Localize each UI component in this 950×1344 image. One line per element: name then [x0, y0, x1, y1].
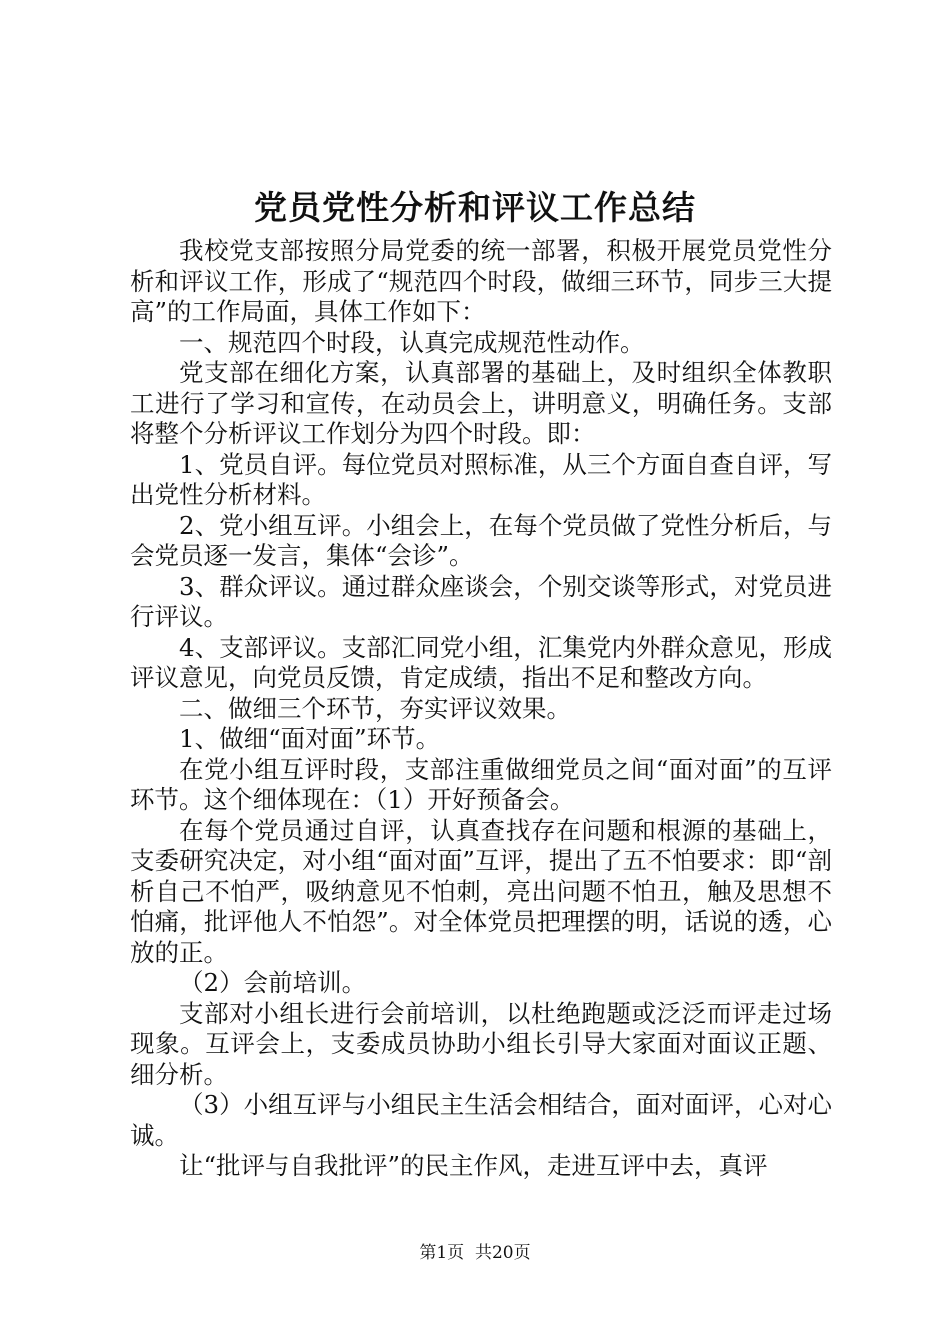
- subsection-heading: （3）小组互评与小组民主生活会相结合，面对面评，心对心诚。: [130, 1090, 832, 1150]
- subsection-heading: （2）会前培训。: [179, 968, 367, 997]
- list-item: 3、群众评议。通过群众座谈会，个别交谈等形式，对党员进行评议。: [130, 571, 832, 631]
- document-title: 党员党性分析和评议工作总结: [254, 188, 696, 227]
- subsection-heading: 1、做细“面对面”环节。: [179, 724, 441, 753]
- document-body: [130, 236, 832, 1182]
- paragraph: 支部对小组长进行会前培训，以杜绝跑题或泛泛而评走过场现象。互评会上，支委成员协助小组长引导大家面对面议正题、细分析。: [130, 998, 832, 1089]
- paragraph: 在党小组互评时段，支部注重做细党员之间“面对面”的互评环节。这个细体现在：（1）开好预备会。: [130, 754, 832, 814]
- list-item: 4、支部评议。支部汇同党小组，汇集党内外群众意见，形成评议意见，向党员反馈，肯定成绩，指出不足和整改方向。: [130, 632, 832, 692]
- paragraph: 让“批评与自我批评”的民主作风，走进互评中去，真评: [179, 1151, 768, 1180]
- paragraph: 我校党支部按照分局党委的统一部署，积极开展党员党性分析和评议工作，形成了“规范四个时段，做细三环节，同步三大提高”的工作局面，具体工作如下：: [130, 236, 832, 326]
- section-heading: 一、规范四个时段，认真完成规范性动作。: [179, 327, 645, 357]
- list-item: 1、党员自评。每位党员对照标准，从三个方面自查自评，写出党性分析材料。: [130, 449, 832, 509]
- paragraph: 在每个党员通过自评，认真查找存在问题和根源的基础上，支委研究决定，对小组“面对面”互评，提出了五不怕要求：即“剖析自己不怕严，吸纳意见不怕刺，亮出问题不怕丑，触及思想不怕痛，批评他人不怕怨”。对全体党员把理摆的明，话说的透，心放的正。: [130, 815, 832, 967]
- page-footer: 第1页 共20页: [419, 1243, 531, 1263]
- paragraph: 党支部在细化方案，认真部署的基础上，及时组织全体教职工进行了学习和宣传，在动员会上，讲明意义，明确任务。支部将整个分析评议工作划分为四个时段。即：: [130, 358, 832, 448]
- section-heading: 二、做细三个环节，夯实评议效果。: [179, 693, 571, 723]
- list-item: 2、党小组互评。小组会上，在每个党员做了党性分析后，与会党员逐一发言，集体“会诊”。: [130, 510, 832, 570]
